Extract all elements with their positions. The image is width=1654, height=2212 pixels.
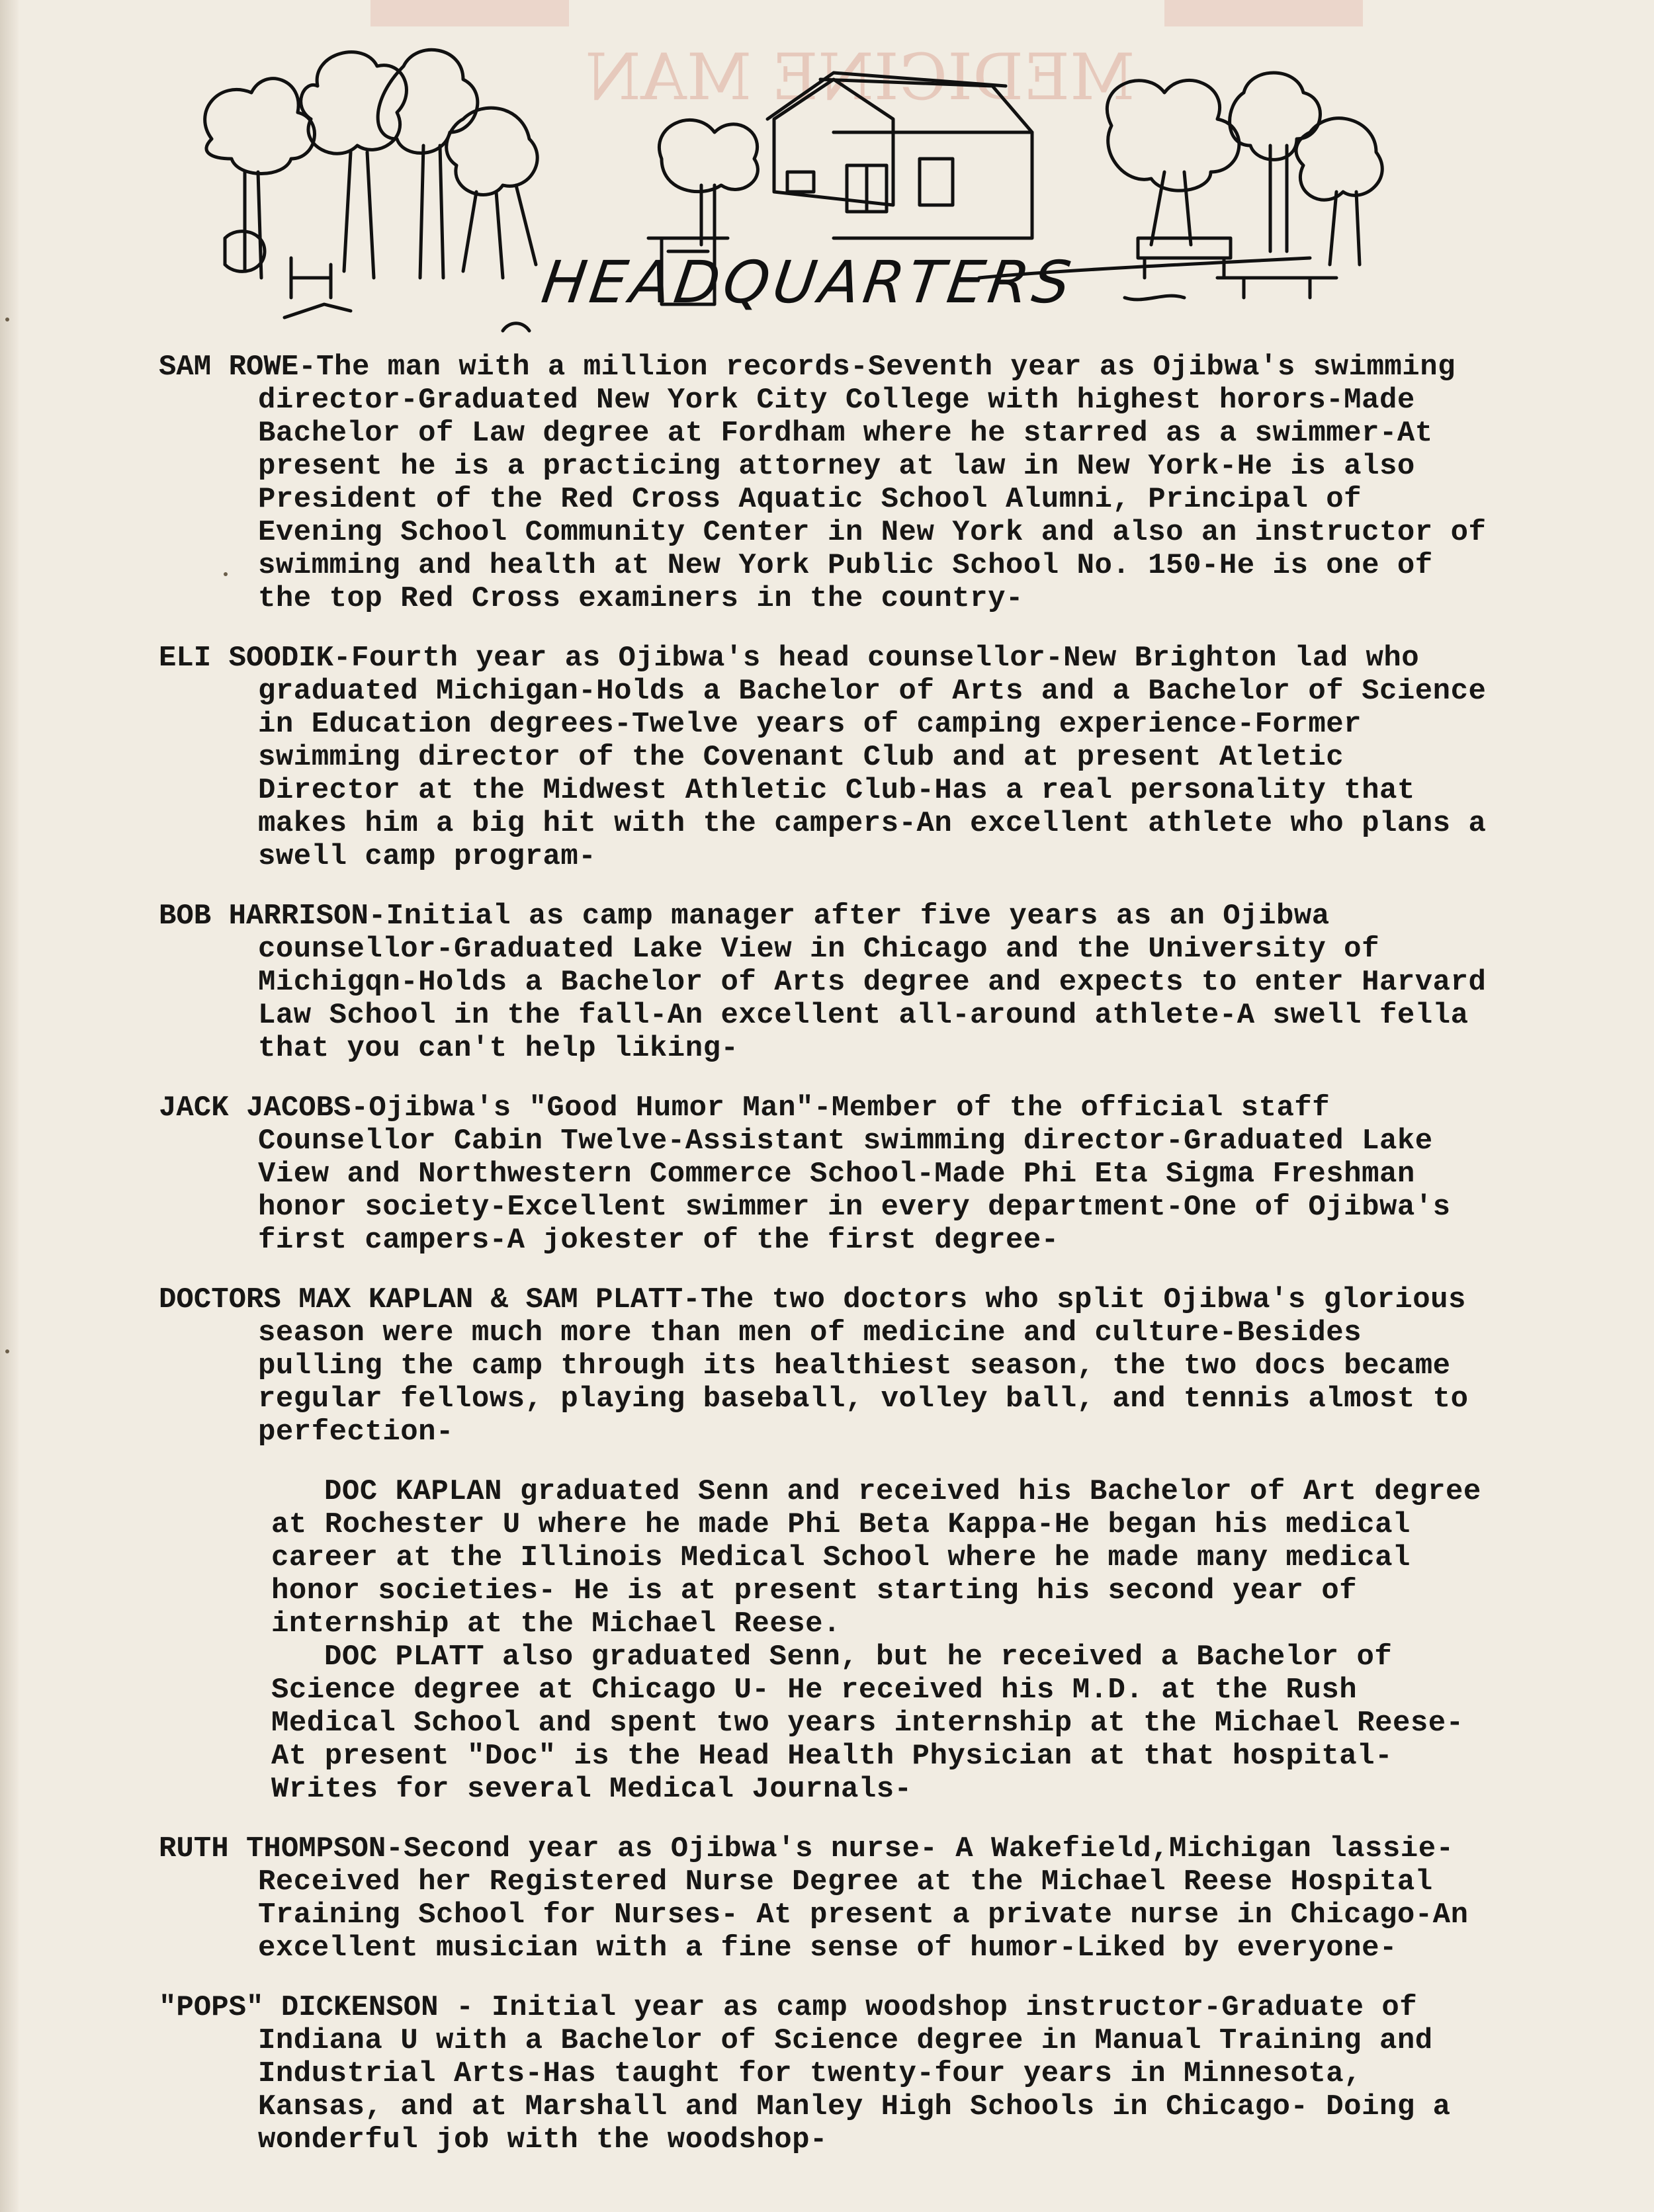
staff-entry <box>159 351 1495 615</box>
staff-name: BOB HARRISON <box>159 900 369 933</box>
staff-name: ELI SOODIK <box>159 642 334 675</box>
staff-bio: -Second year as Ojibwa's nurse- A Wakefield,Michigan lassie-Received her Registered Nurse Degree at the Michael Reese Hospital Training School for Nurses- At present a private nurse in Chicago-An excellent musician with a fine sense of humor-Liked by everyone- <box>258 1832 1469 1965</box>
paper-speck <box>5 318 9 321</box>
doctors-intro <box>159 1283 1495 1449</box>
staff-bio: -Ojibwa's "Good Humor Man"-Member of the official staff Counsellor Cabin Twelve-Assistant swimming director-Graduated Lake View and Northwestern Commerce School-Made Phi Eta Sigma Freshman honor society-Excellent swimmer in every department-One of Ojibwa's first campers-A jokester of the first degree- <box>258 1091 1451 1257</box>
staff-entry <box>159 1991 1495 2156</box>
staff-name: DOCTORS MAX KAPLAN & SAM PLATT <box>159 1283 683 1316</box>
staff-entry <box>159 1832 1495 1965</box>
staff-name: JACK JACOBS <box>159 1091 351 1125</box>
doc-platt-paragraph: DOC PLATT also graduated Senn, but he received a Bachelor of Science degree at Chicago U- He received his M.D. at the Rush Medical School and spent two years internship at the Michael Reese- At present "Doc" is the Head Health Physician at that hospital- Writes for several Medical Journals- <box>271 1640 1464 1806</box>
staff-bio: -The man with a million records-Seventh year as Ojibwa's swimming director-Graduated New York City College with highest horors-Made Bachelor of Law degree at Fordham where he starred as a swimmer-At present he is a practicing attorney at law in New York-He is also President of the Red Cross Aquatic School Alumni, Principal of Evening School Community Center in New York and also an instructor of swimming and health at New York Public School No. 150-He is one of the top Red Cross examiners in the country- <box>258 351 1487 615</box>
staff-entry <box>159 1091 1495 1257</box>
staff-bio: -Fourth year as Ojibwa's head counsellor-New Brighton lad who graduated Michigan-Holds a Bachelor of Arts and a Bachelor of Science in Education degrees-Twelve years of camping experience-Former swimming director of the Covenant Club and at present Atletic Director at the Midwest Athletic Club-Has a real personality that makes him a big hit with the campers-An excellent athlete who plans a swell camp program- <box>258 642 1487 873</box>
page-title-headquarters: HEADQUARTERS <box>537 248 1079 316</box>
bleed-through-text: MEDICINE MAN <box>585 40 1135 114</box>
staff-bio: - Initial year as camp woodshop instructor-Graduate of Indiana U with a Bachelor of Science degree in Manual Training and Industrial Arts-Has taught for twenty-four years in Minnesota, Kansas, and at Marshall and Manley High Schools in Chicago- Doing a wonderful job with the woodshop- <box>258 1991 1451 2156</box>
staff-bio: -Initial as camp manager after five years as an Ojibwa counsellor-Graduated Lake View in Chicago and the University of Michigqn-Holds a Bachelor of Arts degree and expects to enter Harvard Law School in the fall-An excellent all-around athlete-A swell fella that you can't help liking- <box>258 900 1487 1065</box>
staff-name: SAM ROWE <box>159 351 299 384</box>
staff-entry <box>159 642 1495 873</box>
paper-speck <box>5 1349 9 1353</box>
doc-kaplan-paragraph: DOC KAPLAN graduated Senn and received his Bachelor of Art degree at Rochester U where he made Phi Beta Kappa-He began his medical career at the Illinois Medical School where he made many medical honor societies- He is at present starting his second year of internship at the Michael Reese. <box>271 1475 1481 1640</box>
doctors-entry <box>159 1283 1495 1806</box>
paper-speck <box>224 572 228 576</box>
staff-entries-list <box>159 351 1495 2183</box>
staff-entry <box>159 900 1495 1065</box>
staff-name: RUTH THOMPSON <box>159 1832 386 1865</box>
staff-bio: -The two doctors who split Ojibwa's glorious season were much more than men of medicine and culture-Besides pulling the camp through its healthiest season, the two docs became regular fellows, playing baseball, volley ball, and tennis almost to perfection- <box>258 1283 1469 1449</box>
staff-name: "POPS" DICKENSON <box>159 1991 439 2024</box>
left-trees-sketch <box>205 50 538 298</box>
paper-left-edge <box>0 0 19 2212</box>
